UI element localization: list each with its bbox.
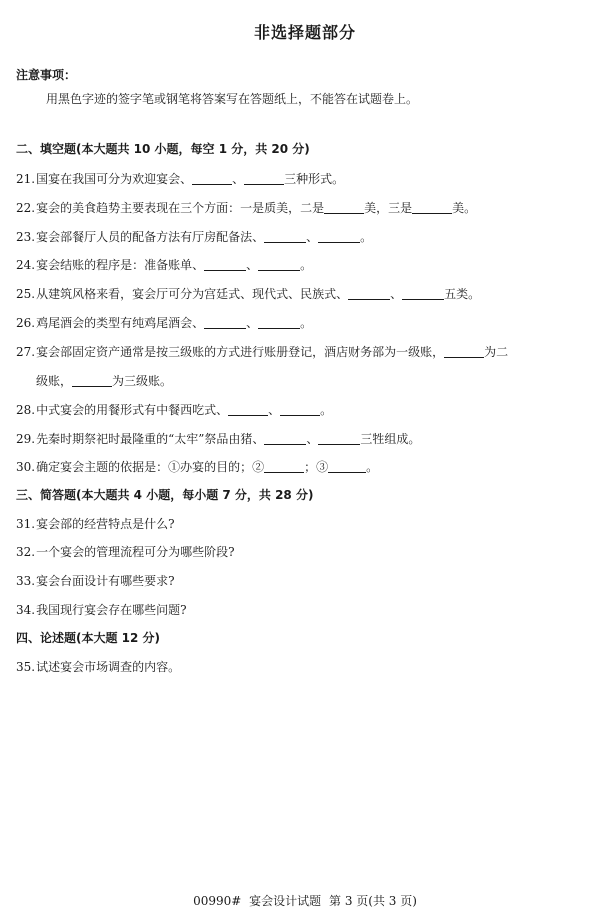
notes-heading: 注意事项： <box>16 68 77 82</box>
answer-blank[interactable] <box>318 432 360 445</box>
answer-blank[interactable] <box>228 403 268 416</box>
question-25: 25.从建筑风格来看，宴会厅可分为宫廷式、现代式、民族式、 、 五类。 <box>16 287 481 301</box>
question-28: 28.中式宴会的用餐形式有中餐西吃式、 、 。 <box>16 403 333 417</box>
page-title: 非选择题部分 <box>253 23 356 42</box>
question-24: 24.宴会结账的程序是：准备账单、 、 。 <box>16 258 313 272</box>
answer-blank[interactable] <box>348 287 390 300</box>
answer-blank[interactable] <box>280 403 320 416</box>
section-heading-essay: 四、论述题(本大题 12 分) <box>16 631 161 645</box>
question-27-continued: 级账， 为三级账。 <box>36 374 173 388</box>
answer-blank[interactable] <box>258 316 300 329</box>
section-heading-fill-blank: 二、填空题(本大题共 10 小题，每空 1 分，共 20 分) <box>16 142 310 156</box>
answer-blank[interactable] <box>318 230 360 243</box>
question-34: 34.我国现行宴会存在哪些问题? <box>16 603 187 617</box>
question-27: 27.宴会部固定资产通常是按三级账的方式进行账册登记，酒店财务部为一级账， 为二 <box>16 345 509 359</box>
question-26: 26.鸡尾酒会的类型有纯鸡尾酒会、 、 。 <box>16 316 313 330</box>
answer-blank[interactable] <box>264 230 306 243</box>
page-number: 第 3 页(共 3 页) <box>329 894 417 908</box>
question-21: 21.国宴在我国可分为欢迎宴会、 、 三种形式。 <box>16 172 345 186</box>
question-31: 31.宴会部的经营特点是什么? <box>16 517 175 531</box>
question-33: 33.宴会台面设计有哪些要求? <box>16 574 175 588</box>
question-23: 23.宴会部餐厅人员的配备方法有厅房配备法、 、 。 <box>16 230 373 244</box>
answer-blank[interactable] <box>204 316 246 329</box>
notes-body: 用黑色字迹的签字笔或钢笔将答案写在答题纸上，不能答在试题卷上。 <box>46 92 419 106</box>
section-heading-short-answer: 三、简答题(本大题共 4 小题，每小题 7 分，共 28 分) <box>16 488 314 502</box>
answer-blank[interactable] <box>328 460 366 473</box>
answer-blank[interactable] <box>72 374 112 387</box>
question-35: 35.试述宴会市场调查的内容。 <box>16 660 181 674</box>
answer-blank[interactable] <box>412 201 452 214</box>
question-29: 29.先秦时期祭祀时最隆重的“太牢”祭品由猪、 、 三牲组成。 <box>16 432 421 446</box>
question-32: 32.一个宴会的管理流程可分为哪些阶段? <box>16 545 235 559</box>
answer-blank[interactable] <box>402 287 444 300</box>
page-footer <box>0 892 610 909</box>
answer-blank[interactable] <box>324 201 364 214</box>
answer-blank[interactable] <box>192 172 232 185</box>
exam-name: 宴会设计试题 <box>249 894 322 908</box>
answer-blank[interactable] <box>444 345 484 358</box>
answer-blank[interactable] <box>244 172 284 185</box>
question-30: 30.确定宴会主题的依据是：①办宴的目的；② ；③ 。 <box>16 460 379 474</box>
exam-code: 00990# <box>193 894 242 908</box>
answer-blank[interactable] <box>258 258 300 271</box>
question-22: 22.宴会的美食趋势主要表现在三个方面：一是质美，二是 美，三是 美。 <box>16 201 477 215</box>
answer-blank[interactable] <box>264 432 306 445</box>
answer-blank[interactable] <box>204 258 246 271</box>
answer-blank[interactable] <box>264 460 304 473</box>
